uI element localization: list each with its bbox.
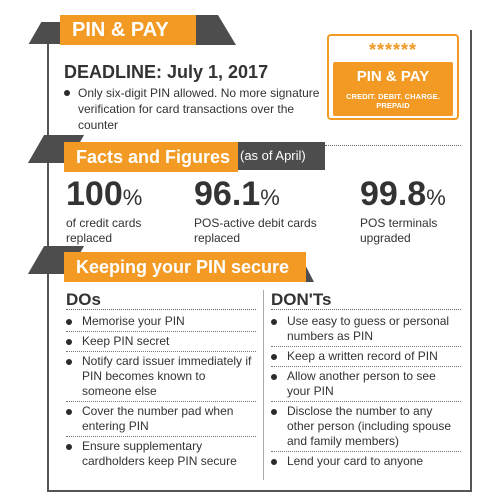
stat-label: POS-active debit cards replaced bbox=[194, 216, 317, 245]
stat-value: 99.8% bbox=[360, 175, 446, 213]
card-pin-stars: ****** bbox=[368, 40, 418, 60]
dos-rule bbox=[66, 309, 256, 310]
stat-debit-cards bbox=[194, 176, 317, 246]
list-item: Memorise your PIN bbox=[66, 312, 256, 332]
list-item: Use easy to guess or personal numbers as PIN bbox=[271, 312, 461, 347]
deadline: DEADLINE: July 1, 2017 bbox=[64, 62, 269, 82]
stat-pos-terminals bbox=[360, 176, 446, 246]
stat-value: 100% bbox=[66, 175, 143, 213]
card-subtitle: CREDIT. DEBIT. CHARGE. PREPAID bbox=[346, 92, 440, 110]
bullet-dot bbox=[64, 90, 70, 96]
facts-as-of: (as of April) bbox=[240, 148, 306, 163]
donts-list bbox=[271, 312, 461, 471]
list-item: Notify card issuer immediately if PIN becomes known to someone else bbox=[66, 352, 256, 402]
donts-heading: DON'Ts bbox=[271, 290, 332, 309]
deadline-bullet-text: Only six-digit PIN allowed. No more signature verification for card transactions over the counter bbox=[78, 86, 320, 132]
list-item: Allow another person to see your PIN bbox=[271, 367, 461, 402]
facts-dotted-rule bbox=[325, 145, 461, 146]
stat-label: of credit cards replaced bbox=[66, 216, 142, 245]
list-item: Ensure supplementary cardholders keep PIN secure bbox=[66, 437, 256, 471]
stat-value: 96.1% bbox=[194, 175, 280, 213]
card-title: PIN & PAY bbox=[356, 68, 430, 85]
dos-heading: DOs bbox=[66, 290, 101, 309]
list-item: Disclose the number to any other person (including spouse and family members) bbox=[271, 402, 461, 452]
stat-credit-cards bbox=[66, 176, 142, 246]
dos-list bbox=[66, 312, 256, 471]
facts-tag: Facts and Figures bbox=[64, 142, 238, 172]
card-band bbox=[333, 62, 453, 116]
deadline-bullet bbox=[64, 85, 324, 133]
list-item: Cover the number pad when entering PIN bbox=[66, 402, 256, 437]
list-item: Keep a written record of PIN bbox=[271, 347, 461, 367]
list-item: Keep PIN secret bbox=[66, 332, 256, 352]
stat-label: POS terminals upgraded bbox=[360, 216, 438, 245]
pin-pay-tag: PIN & PAY bbox=[60, 15, 212, 45]
column-divider bbox=[263, 290, 264, 480]
secure-tag: Keeping your PIN secure bbox=[64, 252, 306, 282]
list-item: Lend your card to anyone bbox=[271, 452, 461, 471]
pin-pay-card-graphic bbox=[327, 34, 459, 120]
donts-rule bbox=[271, 309, 461, 310]
